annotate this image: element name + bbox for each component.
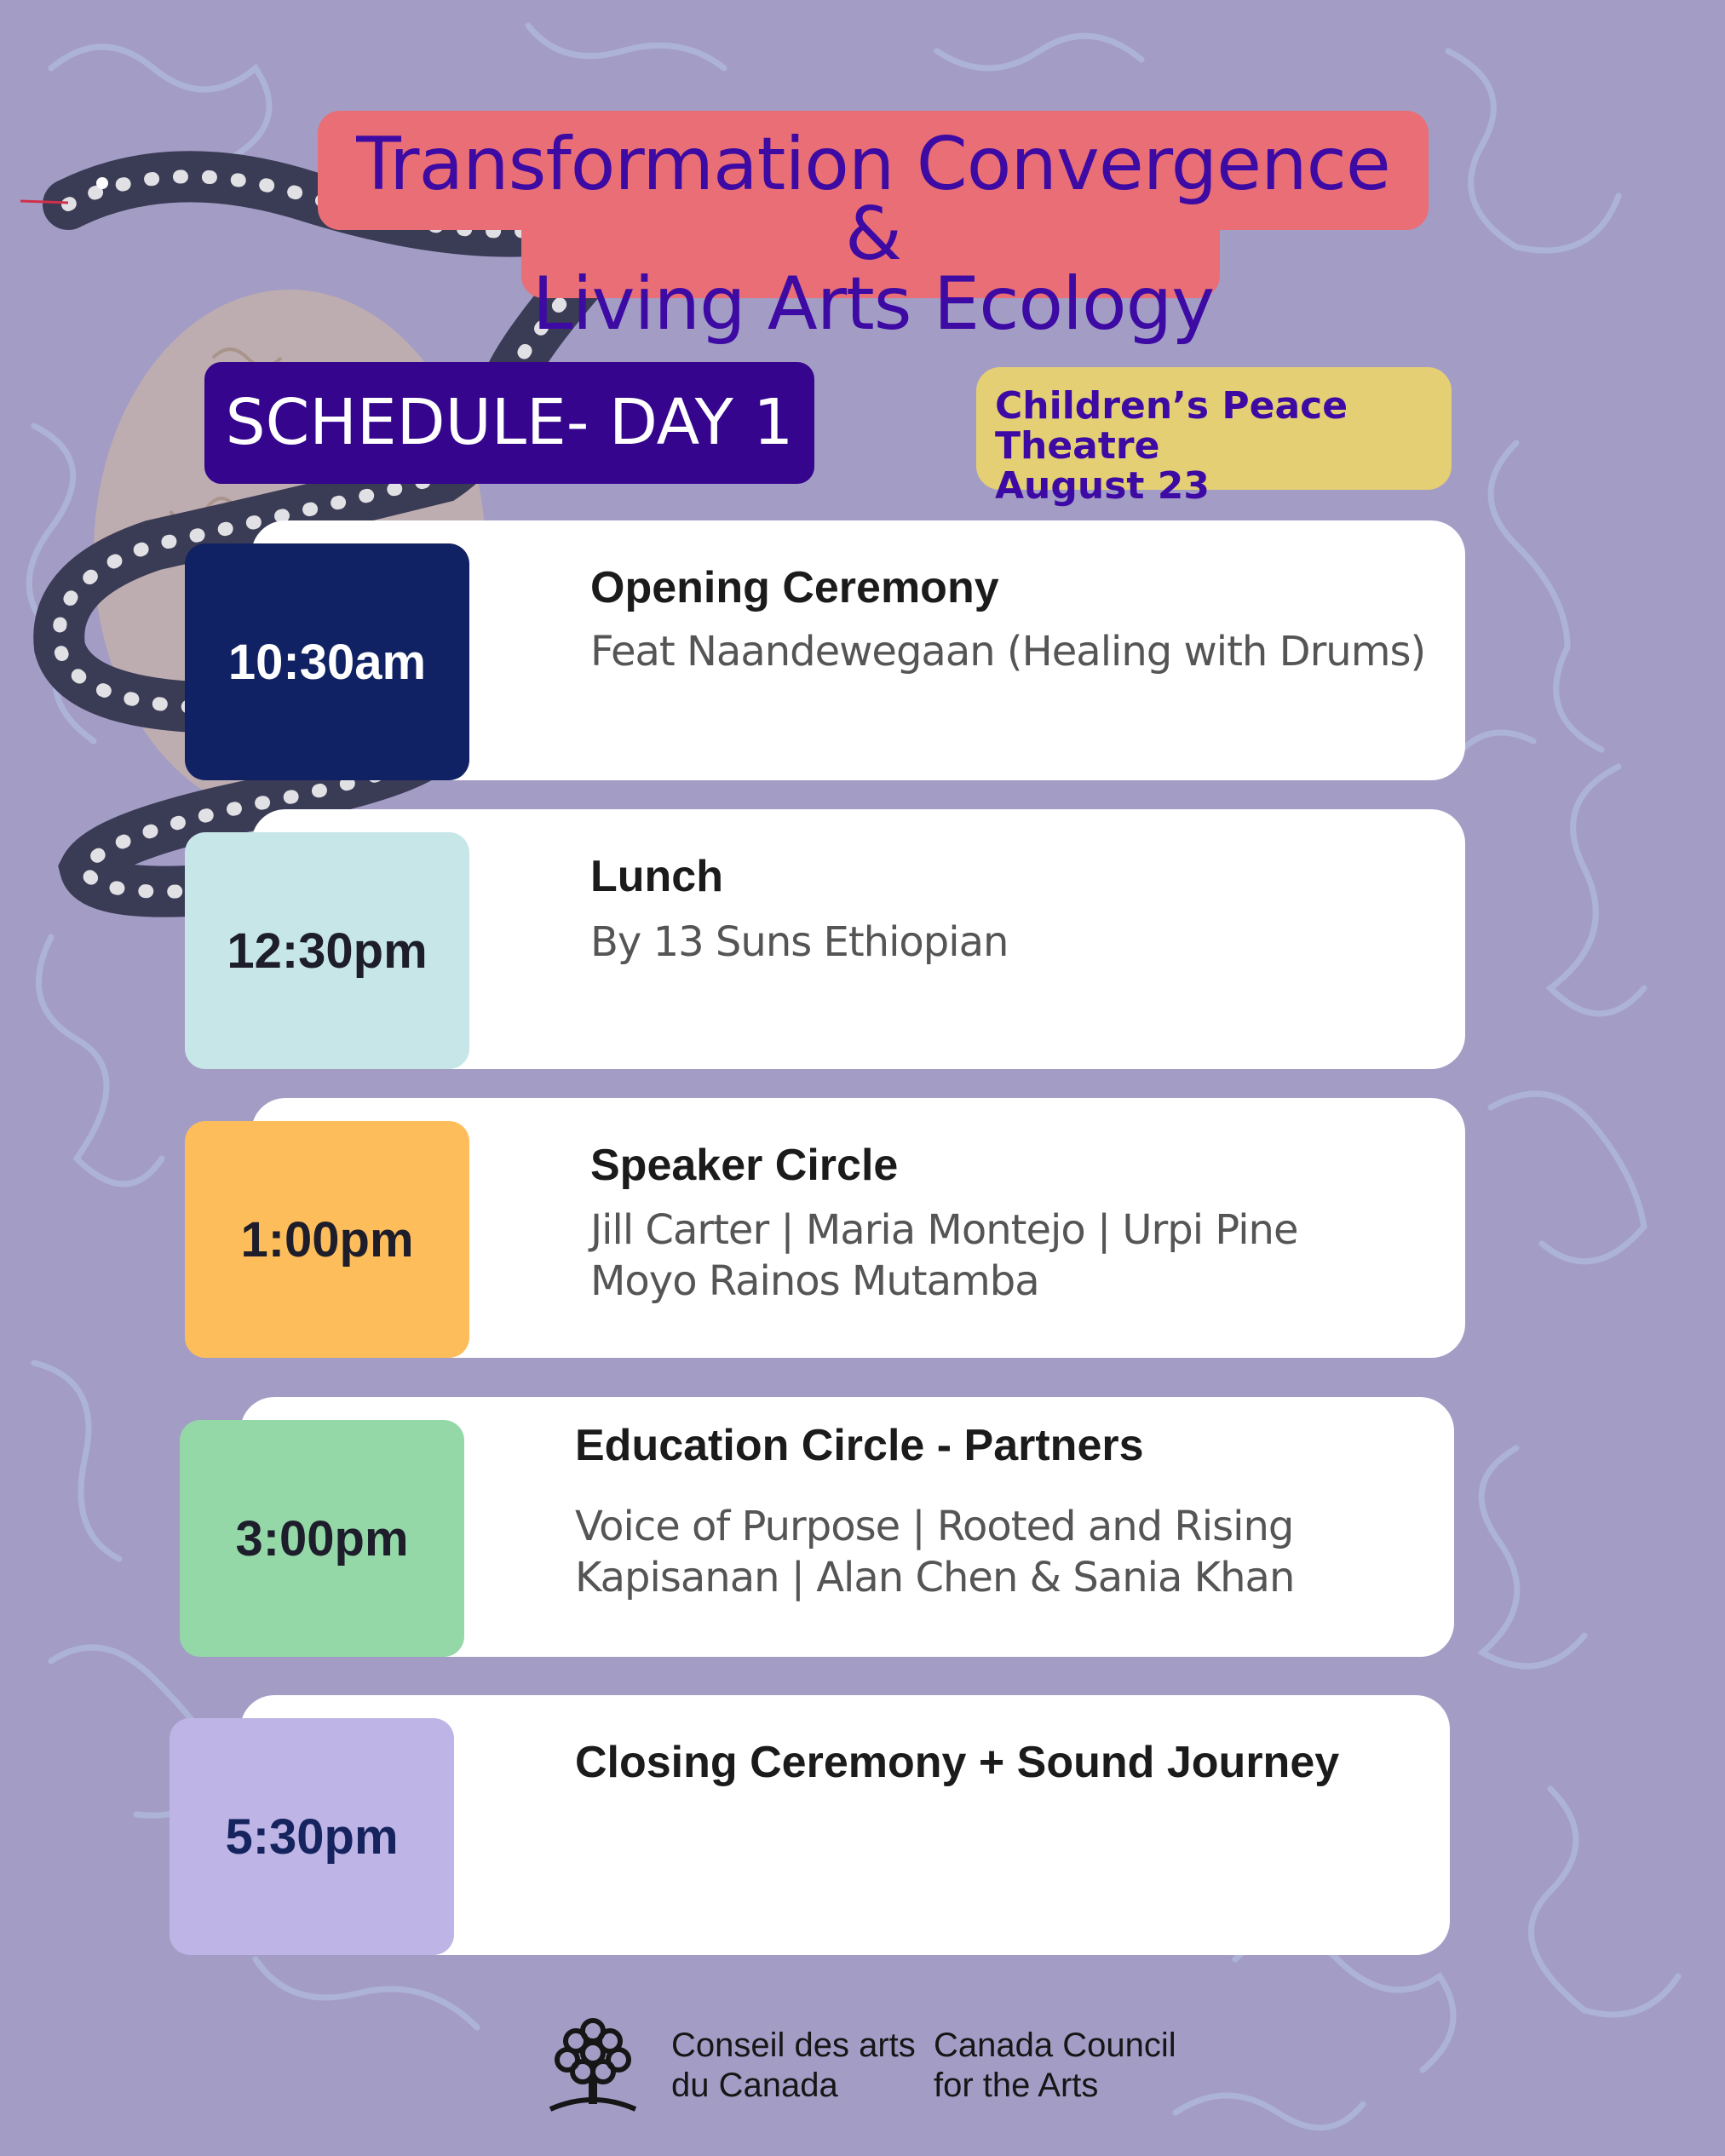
event-desc-line: Voice of Purpose | Rooted and Rising bbox=[575, 1503, 1294, 1550]
event-time: 3:00pm bbox=[180, 1420, 464, 1657]
event-description bbox=[590, 626, 1425, 677]
title-line-2: Living Arts Ecology bbox=[532, 262, 1215, 347]
event-desc-line: Moyo Rainos Mutamba bbox=[590, 1257, 1039, 1305]
sponsor-name-english bbox=[934, 2026, 1176, 2106]
event-desc-line: Kapisanan | Alan Chen & Sania Khan bbox=[575, 1554, 1295, 1601]
event-desc-line: Feat Naandewegaan (Healing with Drums) bbox=[590, 628, 1426, 676]
event-title: Opening Ceremony bbox=[590, 563, 999, 612]
event-time: 5:30pm bbox=[170, 1718, 454, 1955]
title-line-1: Transformation Convergence & bbox=[356, 122, 1390, 277]
sponsor-logo bbox=[542, 2012, 1189, 2114]
sponsor-fr-line2: du Canada bbox=[671, 2067, 838, 2104]
sponsor-fr-line1: Conseil des arts bbox=[671, 2027, 916, 2064]
event-time: 12:30pm bbox=[185, 832, 469, 1069]
event-description bbox=[590, 1204, 1297, 1307]
sponsor-en-line1: Canada Council bbox=[934, 2027, 1176, 2064]
page-title bbox=[318, 122, 1429, 347]
canada-council-tree-icon bbox=[542, 2012, 644, 2114]
event-desc-line: By 13 Suns Ethiopian bbox=[590, 918, 1009, 966]
venue-name: Children’s Peace Theatre bbox=[995, 384, 1348, 468]
event-title: Closing Ceremony + Sound Journey bbox=[575, 1738, 1340, 1787]
schedule-day-label: SCHEDULE- DAY 1 bbox=[204, 362, 814, 484]
sponsor-name-french bbox=[671, 2026, 916, 2106]
event-time: 1:00pm bbox=[185, 1121, 469, 1358]
event-desc-line: Jill Carter | Maria Montejo | Urpi Pine bbox=[590, 1206, 1298, 1254]
event-time: 10:30am bbox=[185, 543, 469, 780]
event-description bbox=[590, 917, 1008, 968]
sponsor-en-line2: for the Arts bbox=[934, 2067, 1099, 2104]
venue-date: August 23 bbox=[995, 464, 1210, 508]
event-title: Education Circle - Partners bbox=[575, 1421, 1144, 1470]
event-title: Lunch bbox=[590, 852, 723, 901]
venue-badge bbox=[976, 367, 1452, 508]
event-description bbox=[575, 1501, 1294, 1603]
event-title: Speaker Circle bbox=[590, 1141, 899, 1190]
